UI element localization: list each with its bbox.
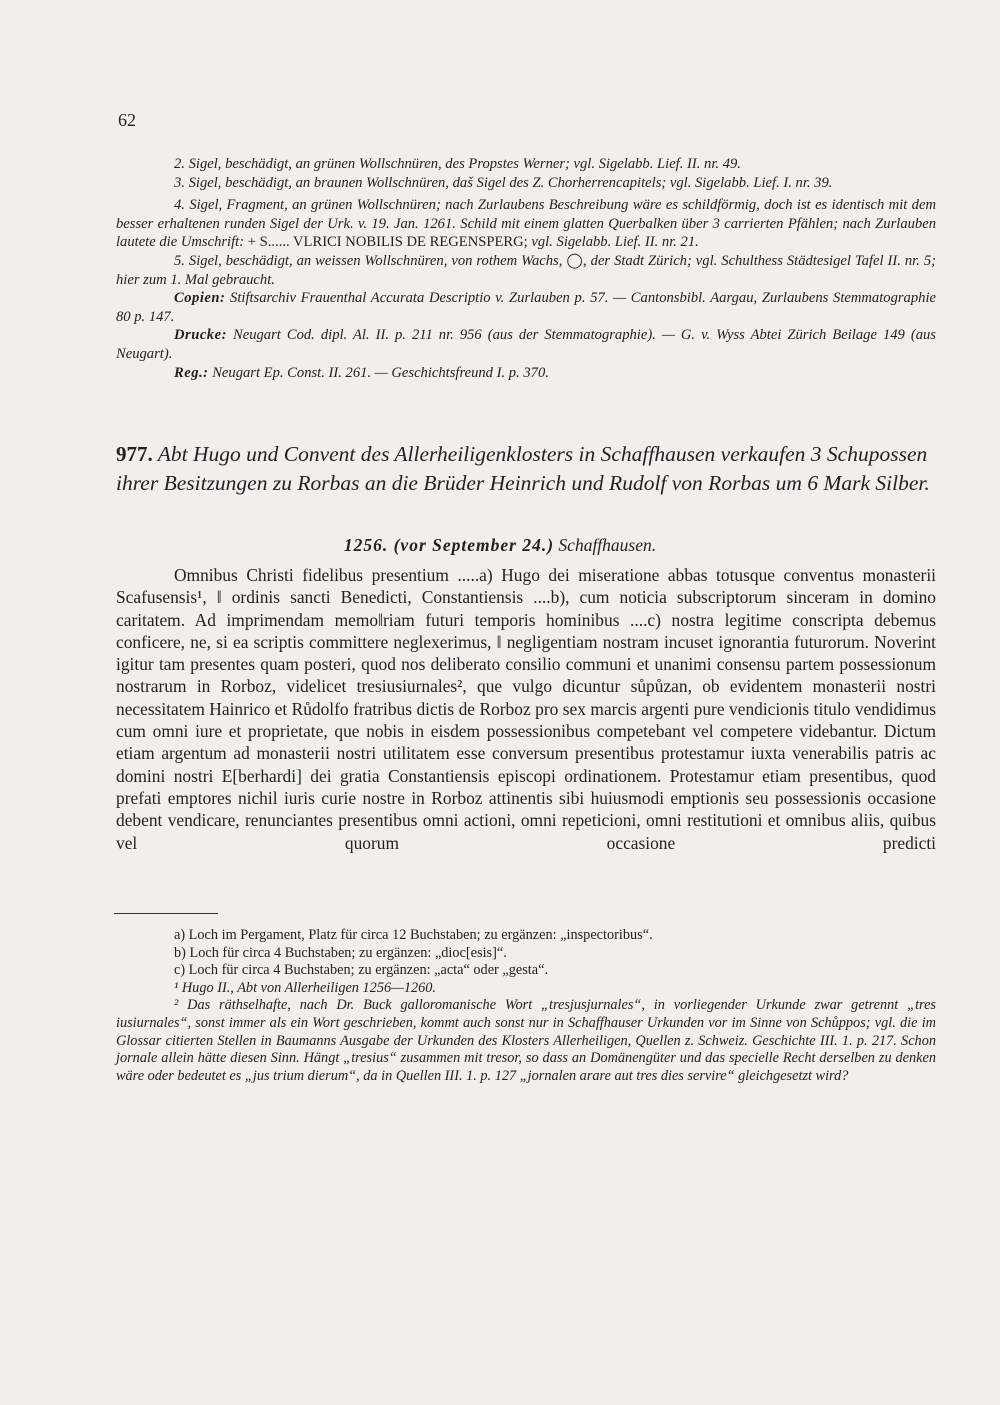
seal-notes bbox=[116, 155, 936, 382]
charter-paragraph: Omnibus Christi fidelibus presentium .....a) Hugo dei miseratione abbas totusque conventus monasterii Scafusensis¹, ‖ ordinis sancti Benedicti, Constantiensis ....b), cum noticia subscriptorum sinceram in domino caritatem. Ad imprimendam memo‖riam futuri temporis hominibus ....c) nostra legitime conscripta debemus conficere, ne, si ea scriptis committere neglexerimus, ‖ negligentiam nostram incuset ignorantia futurorum. Noverint igitur tam presentes quam posteri, quod nos deliberato consilio communi et unanimi consensu partem possessionum nostrarum in Rorboz, videlicet tresiusiurnales², que vulgo dicuntur sůpůzan, ob evidentem monasterii nostri necessitatem Hainrico et Růdolfo fratribus dictis de Rorboz pro sex marcis argenti pure vendicionis titulo vendidimus cum omni iure et proprietate, que nobis in eisdem possessionibus competebant vel competere videbantur. Dictum etiam argentum ad monasterii nostri utilitatem esse conversum presentibus protestamur iuxta venerabilis patris ac domini nostri E[berhardi] dei gratia Constantiensis episcopi ordinationem. Protestamur etiam presentibus, quod prefati emptores nichil iuris curie nostre in Rorboz attinentis sibi huiusmodi emptionis seu possessionis occasione debent vendicare, renunciantes presentibus omni actioni, omni repeticioni, omni restitutioni et omnibus aliis, quibus vel quorum occasione predicti bbox=[116, 565, 936, 853]
drucke-note bbox=[116, 326, 936, 363]
footnote-2: ² Das räthselhafte, nach Dr. Buck galloromanische Wort „tresjusjurnales“, in vorliegender Urkunde zwar getrennt „tres iusiurnales“, sonst immer als ein Wort geschrieben, kommt auch sonst nur in Schaffhauser Urkunden vor im Sinne von Schůppos; vgl. die im Glossar citierten Stellen in Baumanns Ausgabe der Urkunden des Klosters Allerheiligen, Quellen z. Schweiz. Geschichte III. 1. p. 217. Schon jornale allein hätte diesen Sinn. Hängt „tresius“ zusammen mit tresor, so dass an Domänengüter und das specielle Recht derselben zu denken wäre oder bedeutet es „jus trium dierum“, da in Quellen III. 1. p. 127 „jornalen arare aut tres dies servire“ gleichgesetzt wird? bbox=[116, 997, 936, 1084]
document-summary: Abt Hugo und Convent des Allerheiligenklosters in Schaffhausen verkaufen 3 Schupossen ihrer Besitzungen zu Rorbas an die Brüder Heinrich und Rudolf von Rorbas um 6 Mark Silber. bbox=[116, 442, 930, 495]
drucke-label: Drucke: bbox=[174, 327, 227, 344]
footnote-rule bbox=[114, 913, 218, 914]
copien-note bbox=[116, 289, 936, 326]
footnote-a: a) Loch im Pergament, Platz für circa 12 Buchstaben; zu ergänzen: „inspectoribus“. bbox=[174, 927, 653, 943]
charter-text bbox=[116, 564, 936, 854]
copien-text: Stiftsarchiv Frauenthal Accurata Descriptio v. Zurlauben p. 57. — Cantonsbibl. Aargau, Zurlaubens Stemmatographie 80 p. 147. bbox=[116, 290, 936, 325]
seal-legend: + S...... VLRICI NOBILIS DE REGENSPERG; bbox=[247, 234, 528, 251]
reg-label: Reg.: bbox=[174, 364, 209, 381]
seal-note-2: 2. Sigel, beschädigt, an grünen Wollschnüren, des Propstes Werner; vgl. Sigelabb. Lief. II. nr. 49. bbox=[174, 156, 741, 172]
copien-label: Copien: bbox=[174, 290, 226, 307]
footnote-b: b) Loch für circa 4 Buchstaben; zu ergänzen: „dioc[esis]“. bbox=[174, 944, 507, 961]
footnote-c: c) Loch für circa 4 Buchstaben; zu ergänzen: „acta“ oder „gesta“. bbox=[174, 962, 549, 979]
document-heading bbox=[116, 440, 936, 498]
seal-note-4-text: 4. Sigel, Fragment, an grünen Wollschnüren; nach Zurlaubens Beschreibung wäre es schildförmig, doch ist es identisch mit dem besser erhaltenen runden Sigel der Urk. v. 19. Jan. 1261. Schild mit einem glatten Querbalken über 3 carrierten Pfählen; nach Zurlauben lautete die Umschrift: bbox=[116, 197, 936, 251]
document-number: 977. bbox=[116, 442, 153, 466]
dateline bbox=[0, 535, 1000, 556]
seal-legend-ref: vgl. Sigelabb. Lief. II. nr. 21. bbox=[531, 234, 699, 251]
reg-text: Neugart Ep. Const. II. 261. — Geschichtsfreund I. p. 370. bbox=[212, 364, 549, 381]
document-place: Schaffhausen. bbox=[558, 535, 657, 555]
document-date: 1256. (vor September 24.) bbox=[343, 535, 555, 555]
footnote-1: ¹ Hugo II., Abt von Allerheiligen 1256—1260. bbox=[174, 979, 437, 996]
seal-note-5: 5. Sigel, beschädigt, an weissen Wollschnüren, von rothem Wachs, ◯, der Stadt Zürich; vgl. Schulthess Städtesigel Tafel II. nr. 5; hier zum 1. Mal gebraucht. bbox=[116, 252, 936, 288]
page-number: 62 bbox=[118, 110, 136, 130]
seal-note-3: 3. Sigel, beschädigt, an braunen Wollschnüren, daš Sigel des Z. Chorherrencapitels; vgl. Sigelabb. Lief. I. nr. 39. bbox=[174, 174, 833, 191]
drucke-text: Neugart Cod. dipl. Al. II. p. 211 nr. 956 (aus der Stemmatographie). — G. v. Wyss Abtei Zürich Beilage 149 (aus Neugart). bbox=[116, 327, 936, 362]
reg-note bbox=[116, 364, 936, 383]
seal-note-4 bbox=[116, 196, 936, 252]
footnotes bbox=[116, 927, 936, 1085]
